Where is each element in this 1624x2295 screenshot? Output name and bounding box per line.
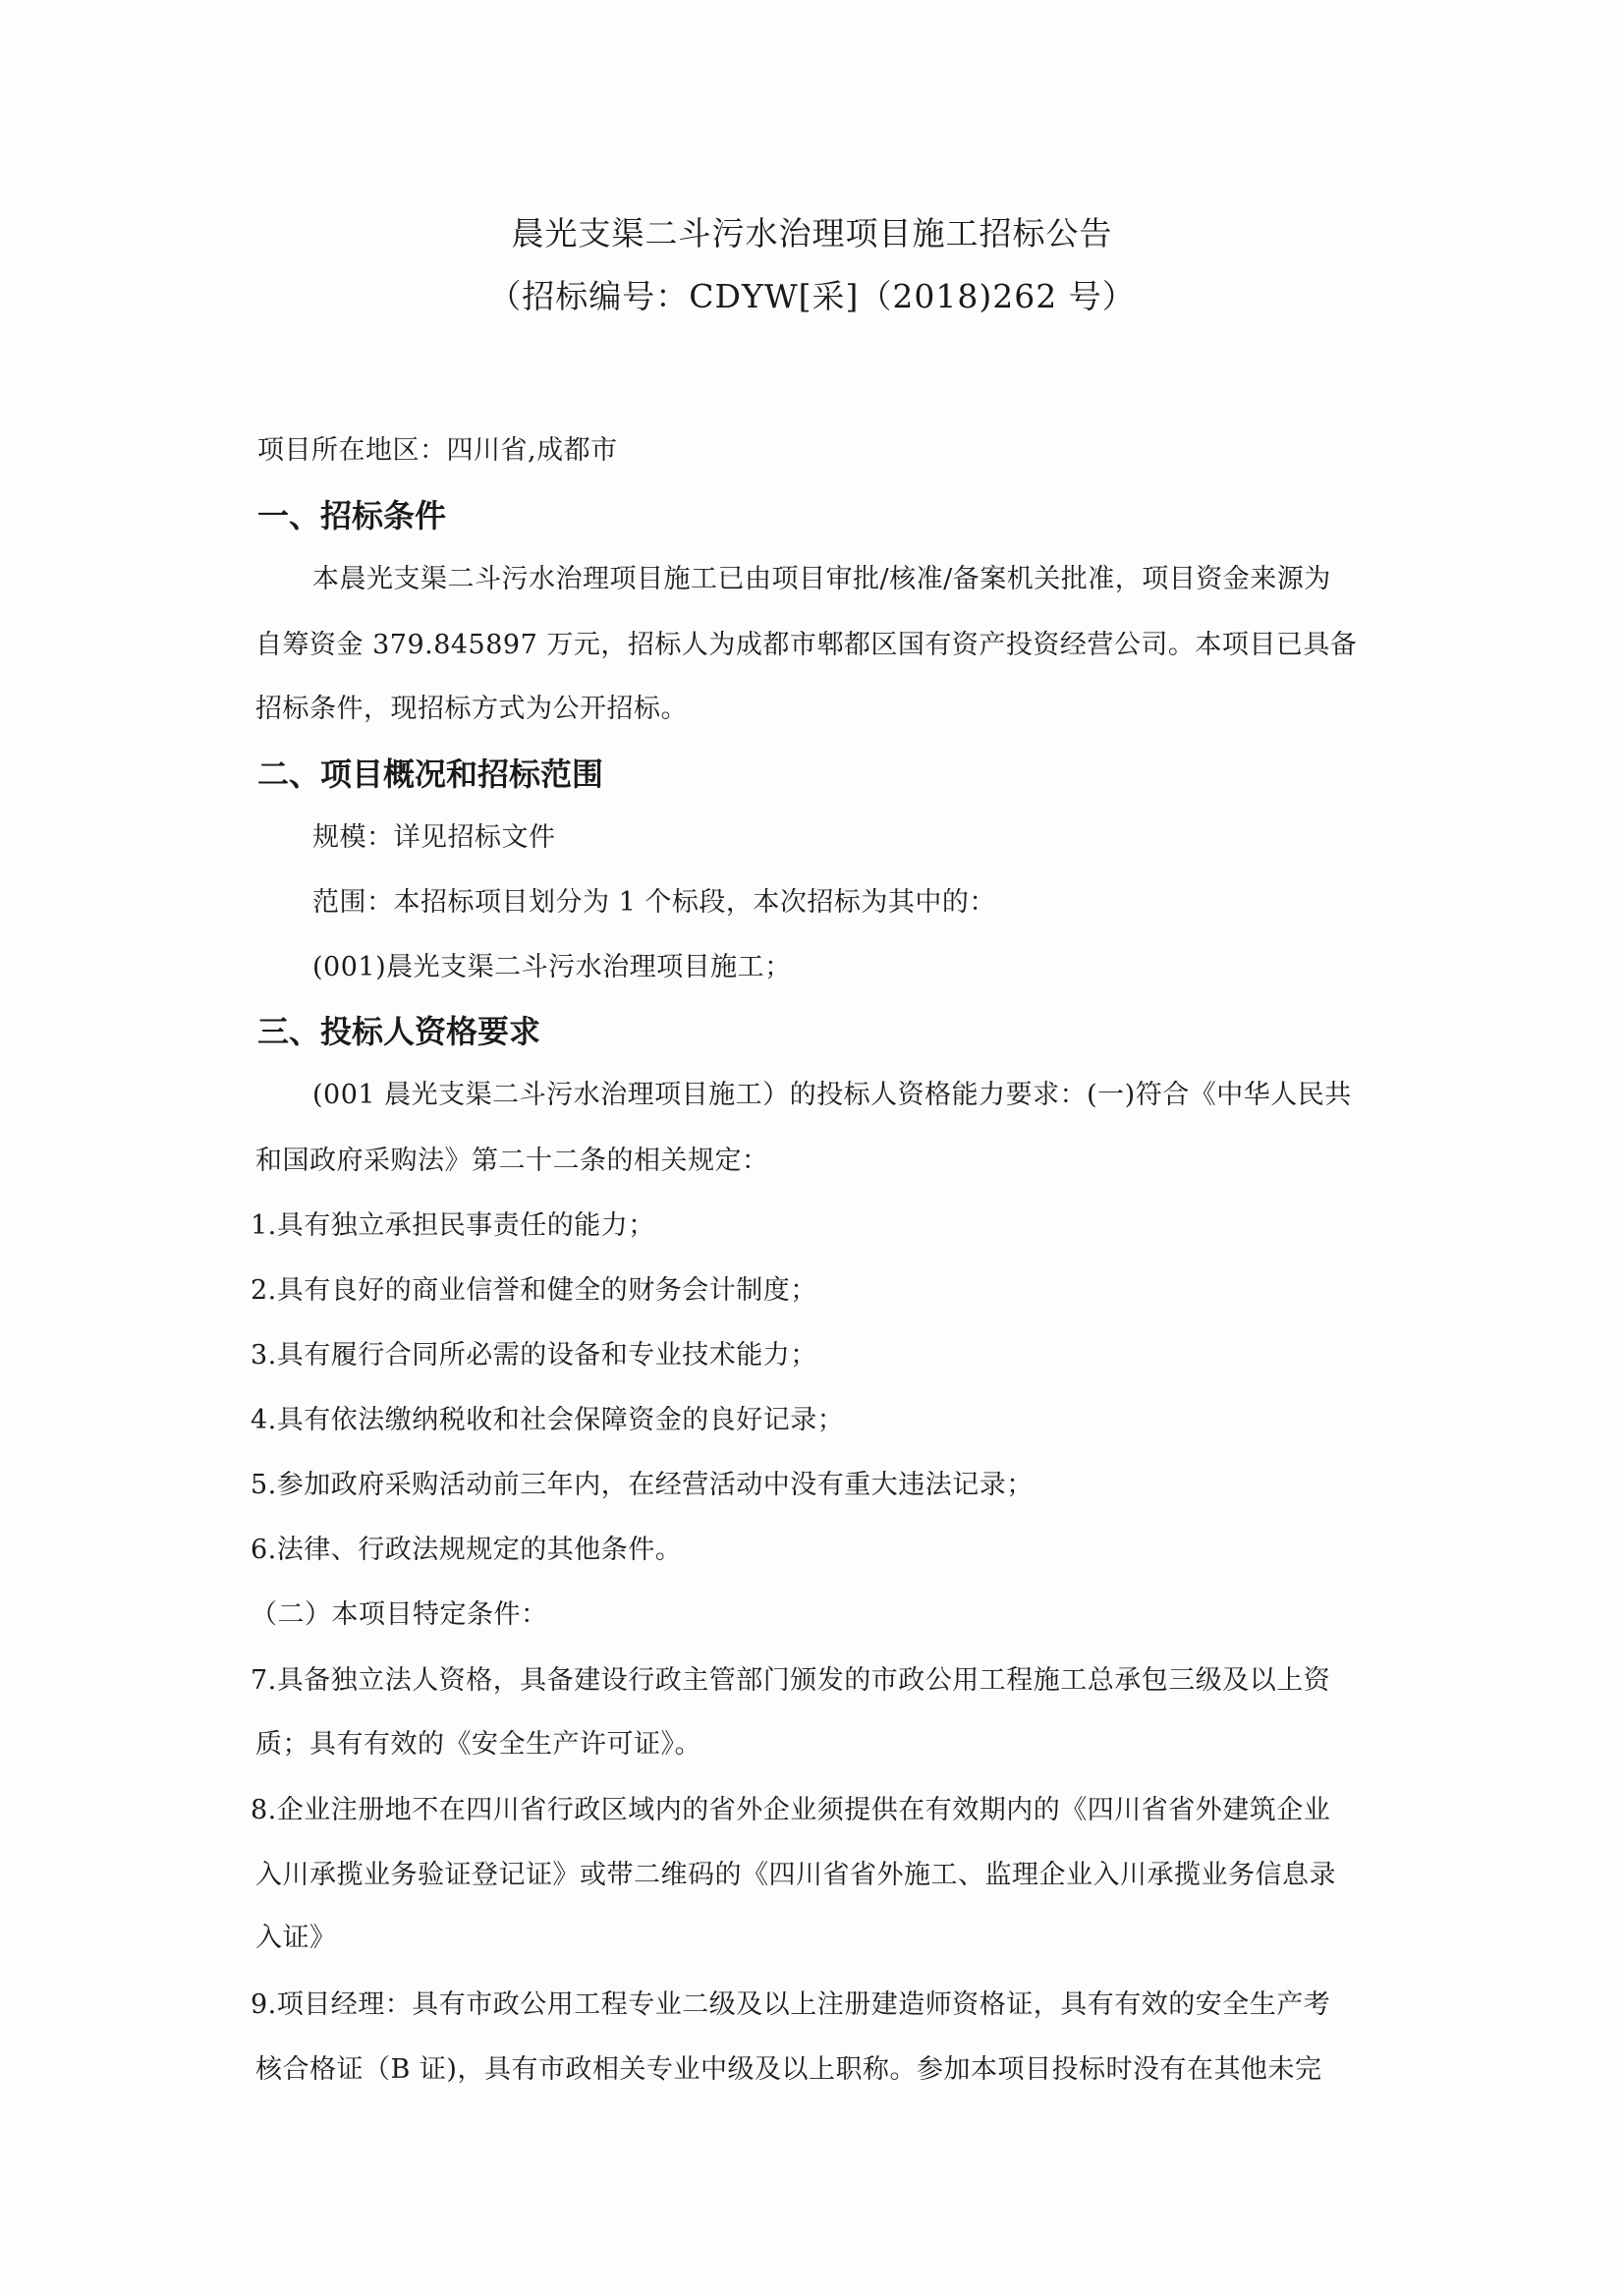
paragraph-line: 招标条件，现招标方式为公开招标。	[255, 694, 688, 724]
paragraph-line: (001)晨光支渠二斗污水治理项目施工；	[312, 952, 792, 982]
list-item: 1.具有独立承担民事责任的能力；	[251, 1210, 655, 1241]
paragraph-line: 和国政府采购法》第二十二条的相关规定：	[255, 1146, 769, 1176]
list-item: 6.法律、行政法规规定的其他条件。	[251, 1535, 683, 1565]
document-subtitle: （招标编号：CDYW[采]（2018)262 号）	[488, 277, 1136, 315]
paragraph-line: 范围：本招标项目划分为 1 个标段，本次招标为其中的：	[312, 887, 996, 918]
paragraph-line: （二）本项目特定条件：	[251, 1599, 548, 1630]
list-item: 8.企业注册地不在四川省行政区域内的省外企业须提供在有效期内的《四川省省外建筑企业	[251, 1795, 1331, 1825]
document-title: 晨光支渠二斗污水治理项目施工招标公告	[511, 214, 1113, 252]
paragraph-line: (001 晨光支渠二斗污水治理项目施工）的投标人资格能力要求：(一)符合《中华人民共	[312, 1080, 1352, 1110]
list-item: 9.项目经理：具有市政公用工程专业二级及以上注册建造师资格证，具有有效的安全生产考	[251, 1989, 1331, 2020]
list-item: 3.具有履行合同所必需的设备和专业技术能力；	[251, 1340, 817, 1371]
paragraph-line: 本晨光支渠二斗污水治理项目施工已由项目审批/核准/备案机关批准，项目资金来源为	[312, 564, 1331, 594]
paragraph-line: 入证》	[255, 1923, 337, 1953]
project-region: 项目所在地区：四川省,成都市	[257, 435, 618, 466]
list-item: 5.参加政府采购活动前三年内，在经营活动中没有重大违法记录；	[251, 1470, 1034, 1500]
list-item: 2.具有良好的商业信誉和健全的财务会计制度；	[251, 1275, 817, 1306]
list-item: 7.具备独立法人资格，具备建设行政主管部门颁发的市政公用工程施工总承包三级及以上资	[251, 1665, 1331, 1696]
list-item: 4.具有依法缴纳税收和社会保障资金的良好记录；	[251, 1405, 845, 1435]
paragraph-line: 核合格证（B 证)，具有市政相关专业中级及以上职称。参加本项目投标时没有在其他未完	[255, 2054, 1322, 2085]
paragraph-line: 规模：详见招标文件	[312, 822, 556, 853]
paragraph-line: 入川承揽业务验证登记证》或带二维码的《四川省省外施工、监理企业入川承揽业务信息录	[255, 1860, 1336, 1890]
section-heading-bidding-conditions: 一、招标条件	[257, 497, 447, 534]
paragraph-line: 质；具有有效的《安全生产许可证》。	[255, 1729, 701, 1760]
section-heading-project-overview: 二、项目概况和招标范围	[257, 756, 604, 793]
paragraph-line: 自筹资金 379.845897 万元，招标人为成都市郫都区国有资产投资经营公司。本项目已具备	[255, 630, 1358, 660]
section-heading-bidder-qualifications: 三、投标人资格要求	[257, 1013, 541, 1050]
